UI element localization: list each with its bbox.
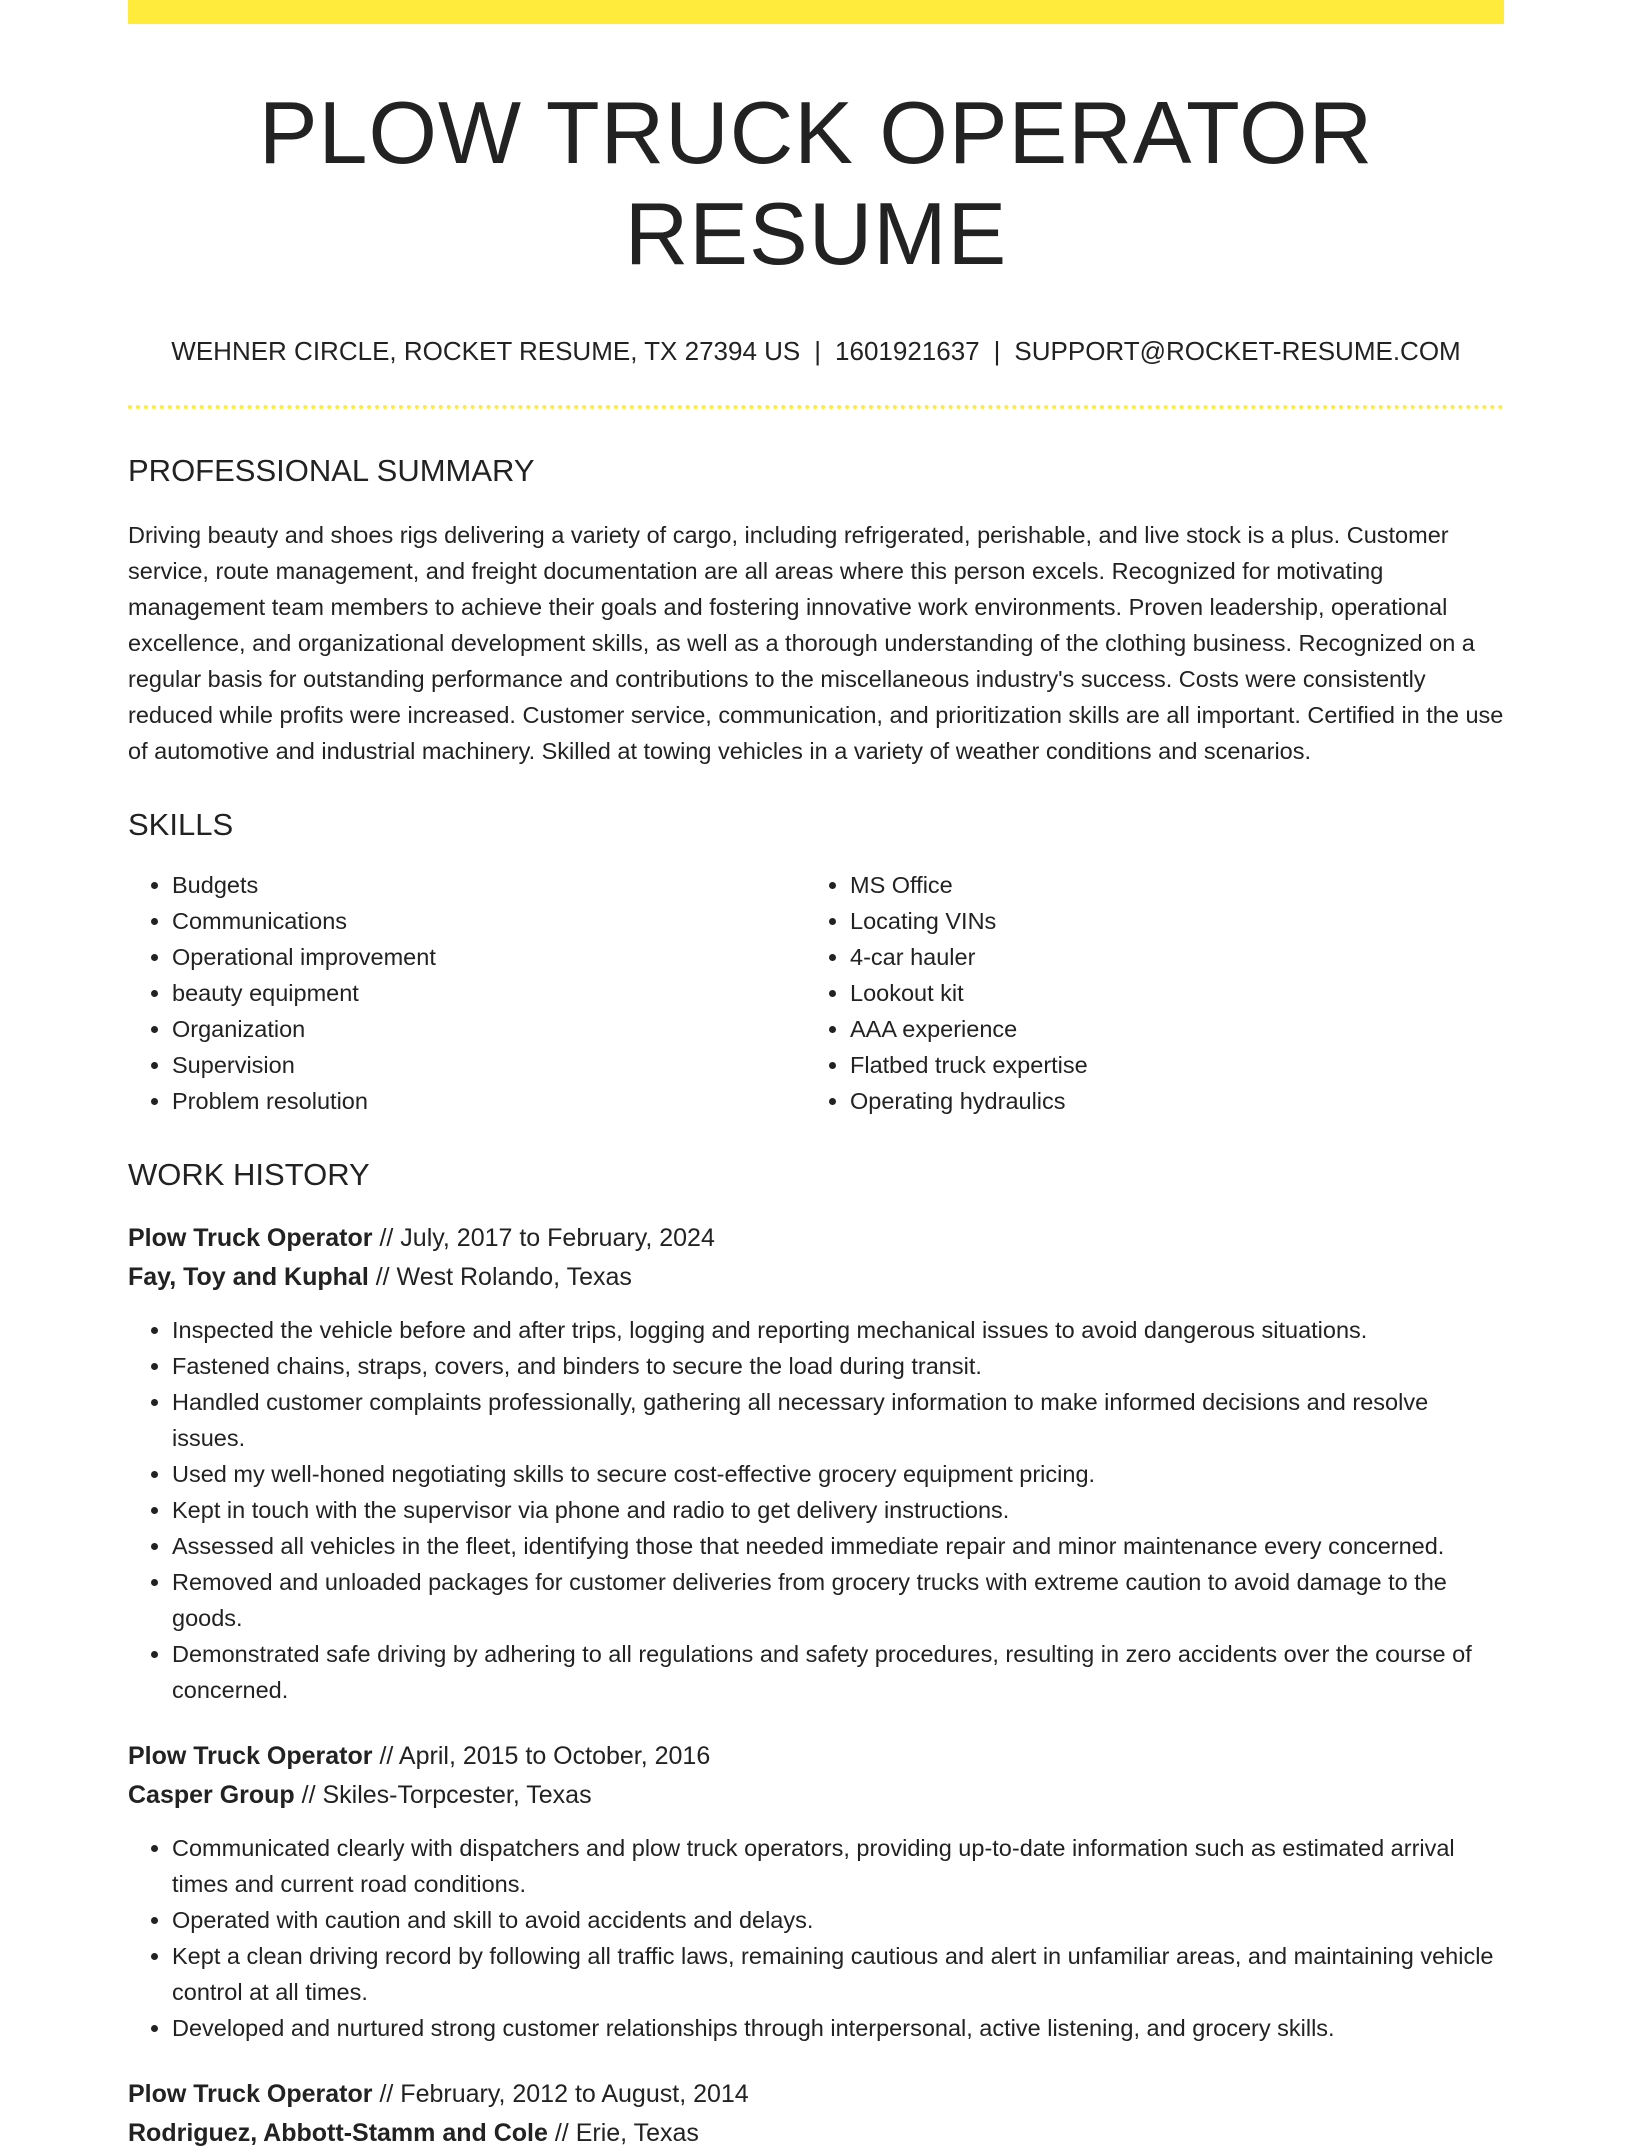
job-location: // Skiles-Torpcester, Texas [301, 1780, 592, 1809]
skills-section [128, 807, 1504, 1119]
job-bullet: • Fastened chains, straps, covers, and binders to secure the load during transit. [172, 1348, 1504, 1384]
job-title-line [128, 1219, 1504, 1258]
job-bullet: • Developed and nurtured strong customer relationships through interpersonal, active listening, and grocery skills. [172, 2010, 1504, 2046]
skill-item: • Problem resolution [172, 1083, 806, 1119]
resume-page [128, 0, 1504, 2153]
accent-top-bar [128, 0, 1504, 24]
contact-phone: 1601921637 [835, 336, 980, 367]
skill-item: • 4-car hauler [850, 939, 1470, 975]
job-bullets [128, 1830, 1504, 2046]
job-location: // Erie, Texas [554, 2118, 699, 2147]
job-dates: // February, 2012 to August, 2014 [379, 2079, 749, 2108]
job-bullet: • Communicated clearly with dispatchers and plow truck operators, providing up-to-date information such as estimated arrival times and current road conditions. [172, 1830, 1504, 1902]
job-bullets [128, 1312, 1504, 1708]
job-company-line [128, 1776, 1504, 1815]
skill-item: • Lookout kit [850, 975, 1470, 1011]
job-position: Plow Truck Operator [128, 1223, 373, 1252]
skill-item: • Organization [172, 1011, 806, 1047]
job-dates: // April, 2015 to October, 2016 [379, 1741, 711, 1770]
job-bullet: • Handled customer complaints professionally, gathering all necessary information to make informed decisions and resolve issues. [172, 1384, 1504, 1456]
skill-item: • Locating VINs [850, 903, 1470, 939]
job-bullet: • Assessed all vehicles in the fleet, identifying those that needed immediate repair and minor maintenance every concerned. [172, 1528, 1504, 1564]
job-bullet: • Operated with caution and skill to avoid accidents and delays. [172, 1902, 1504, 1938]
work-history-heading: WORK HISTORY [128, 1156, 370, 1192]
job-bullet: • Demonstrated safe driving by adhering to all regulations and safety procedures, resulting in zero accidents over the course of concerned. [172, 1636, 1504, 1708]
contact-separator: | [993, 336, 1001, 367]
job-bullet: • Inspected the vehicle before and after trips, logging and reporting mechanical issues to avoid dangerous situations. [172, 1312, 1504, 1348]
skills-list-right [806, 867, 1470, 1119]
summary-section [128, 453, 1504, 769]
skill-item: • Budgets [172, 867, 806, 903]
job-location: // West Rolando, Texas [375, 1262, 632, 1291]
dotted-divider [128, 405, 1504, 409]
job-entry [128, 2075, 1504, 2153]
contact-line [128, 336, 1504, 367]
skill-item: • Supervision [172, 1047, 806, 1083]
skill-item: • Communications [172, 903, 806, 939]
skill-item: • AAA experience [850, 1011, 1470, 1047]
contact-separator: | [814, 336, 822, 367]
skill-item: • Flatbed truck expertise [850, 1047, 1470, 1083]
skills-columns [128, 867, 1504, 1119]
job-title-line [128, 1737, 1504, 1776]
job-position: Plow Truck Operator [128, 1741, 373, 1770]
contact-address: WEHNER CIRCLE, ROCKET RESUME, TX 27394 US [171, 336, 801, 367]
job-company-line [128, 1258, 1504, 1297]
job-company: Fay, Toy and Kuphal [128, 1262, 369, 1291]
job-company: Casper Group [128, 1780, 295, 1809]
job-entry [128, 1737, 1504, 2046]
job-position: Plow Truck Operator [128, 2079, 373, 2108]
skill-item: • MS Office [850, 867, 1470, 903]
skill-item: • beauty equipment [172, 975, 806, 1011]
skills-heading: SKILLS [128, 806, 234, 842]
job-company: Rodriguez, Abbott-Stamm and Cole [128, 2118, 548, 2147]
resume-title: PLOW TRUCK OPERATOR RESUME [258, 83, 1374, 284]
job-bullet: • Removed and unloaded packages for customer deliveries from grocery trucks with extreme caution to avoid damage to the goods. [172, 1564, 1504, 1636]
skills-list-left [128, 867, 806, 1119]
job-company-line [128, 2114, 1504, 2153]
job-bullet: • Used my well-honed negotiating skills to secure cost-effective grocery equipment pricing. [172, 1456, 1504, 1492]
job-entry [128, 1219, 1504, 1708]
work-history-section [128, 1157, 1504, 2153]
job-dates: // July, 2017 to February, 2024 [379, 1223, 715, 1252]
summary-text: Driving beauty and shoes rigs delivering a variety of cargo, including refrigerated, perishable, and live stock is a plus. Customer service, route management, and freight documentation are all areas where this person excels. Recognized for motivating management team members to achieve their goals and fostering innovative work environments. Proven leadership, operational excellence, and organizational development skills, as well as a thorough understanding of the clothing business. Recognized on a regular basis for outstanding performance and contributions to the miscellaneous industry's success. Costs were consistently reduced while profits were increased. Customer service, communication, and prioritization skills are all important. Certified in the use of automotive and industrial machinery. Skilled at towing vehicles in a variety of weather conditions and scenarios. [128, 521, 1504, 764]
job-title-line [128, 2075, 1504, 2114]
skill-item: • Operating hydraulics [850, 1083, 1470, 1119]
skill-item: • Operational improvement [172, 939, 806, 975]
job-bullet: • Kept in touch with the supervisor via phone and radio to get delivery instructions. [172, 1492, 1504, 1528]
contact-email[interactable]: SUPPORT@ROCKET-RESUME.COM [1014, 336, 1461, 367]
summary-heading: PROFESSIONAL SUMMARY [128, 452, 535, 488]
job-bullet: • Kept a clean driving record by following all traffic laws, remaining cautious and alert in unfamiliar areas, and maintaining vehicle control at all times. [172, 1938, 1504, 2010]
